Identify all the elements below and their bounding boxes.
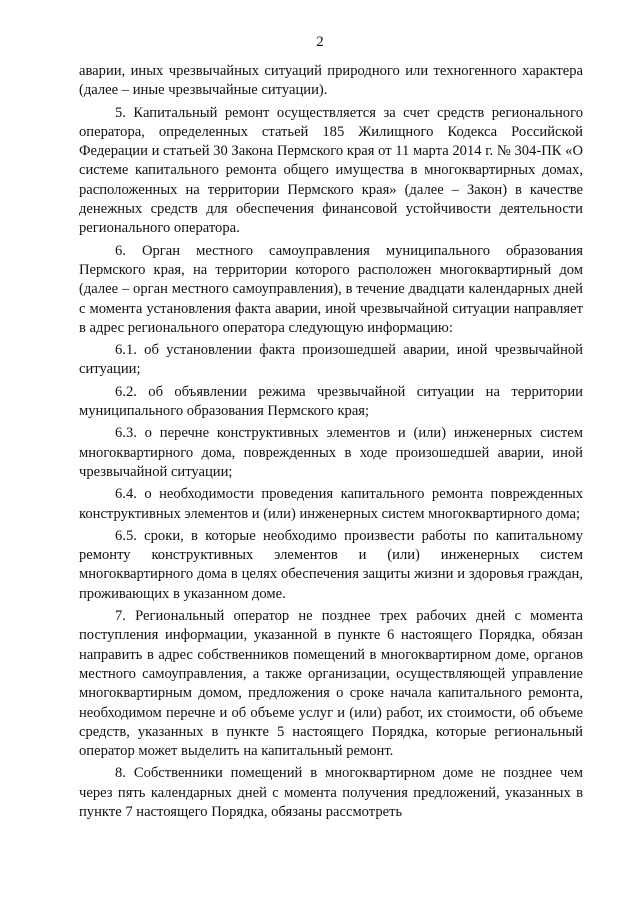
paragraph-6-2: 6.2. об объявлении режима чрезвычайной ситуации на территории муниципального образования Пермского края; — [79, 383, 583, 420]
paragraph-6: 6. Орган местного самоуправления муниципального образования Пермского края, на территории которого расположен многоквартирный дом (далее – орган местного самоуправления), в течение двадцати календарных дней с момента установления факта аварии, иной чрезвычайной ситуации направляет в адрес регионального оператора следующую информацию: — [79, 242, 583, 336]
paragraph-6-1: 6.1. об установлении факта произошедшей аварии, иной чрезвычайной ситуации; — [79, 342, 583, 378]
page-number: 2 — [316, 34, 324, 50]
paragraph-continuation: аварии, иных чрезвычайных ситуаций природного или техногенного характера (далее – иные чрезвычайные ситуации). — [79, 63, 583, 99]
paragraph-6-3: 6.3. о перечне конструктивных элементов и (или) инженерных систем многоквартирного дома, поврежденных в ходе произошедшей аварии, иной чрезвычайной ситуации; — [79, 425, 583, 480]
paragraph-6-4: 6.4. о необходимости проведения капитального ремонта поврежденных конструктивных элементов и (или) инженерных систем многоквартирного дома; — [79, 486, 583, 522]
paragraph-7: 7. Региональный оператор не позднее трех рабочих дней с момента поступления информации, указанной в пункте 6 настоящего Порядка, обязан направить в адрес собственников помещений в многоквартирном доме, органов местного самоуправления, а также организации, осуществляющей управление многоквартирным домом, предложения о сроке начала капитального ремонта, необходимом перечне и об объеме услуг и (или) работ, их стоимости, об объеме средств, указанных в пункте 5 настоящего Порядка, которые региональный оператор может выделить на капитальный ремонт. — [79, 608, 583, 760]
document-body — [79, 62, 583, 822]
paragraph-8: 8. Собственники помещений в многоквартирном доме не позднее чем через пять календарных дней с момента получения предложений, указанных в пункте 7 настоящего Порядка, обязаны рассмотреть — [79, 765, 583, 820]
paragraph-6-5: 6.5. сроки, в которые необходимо произвести работы по капитальному ремонту конструктивных элементов и (или) инженерных систем многоквартирного дома в целях обеспечения защиты жизни и здоровья граждан, проживающих в указанном доме. — [79, 527, 583, 602]
paragraph-5: 5. Капитальный ремонт осуществляется за счет средств регионального оператора, определенных статьей 185 Жилищного Кодекса Российской Федерации и статьей 30 Закона Пермского края от 11 марта 2014 г. № 304-ПК «О системе капитального ремонта общего имущества в многоквартирных домах, расположенных на территории Пермского края» (далее – Закон) в качестве денежных средств для обеспечения финансовой устойчивости деятельности регионального оператора. — [79, 104, 583, 237]
